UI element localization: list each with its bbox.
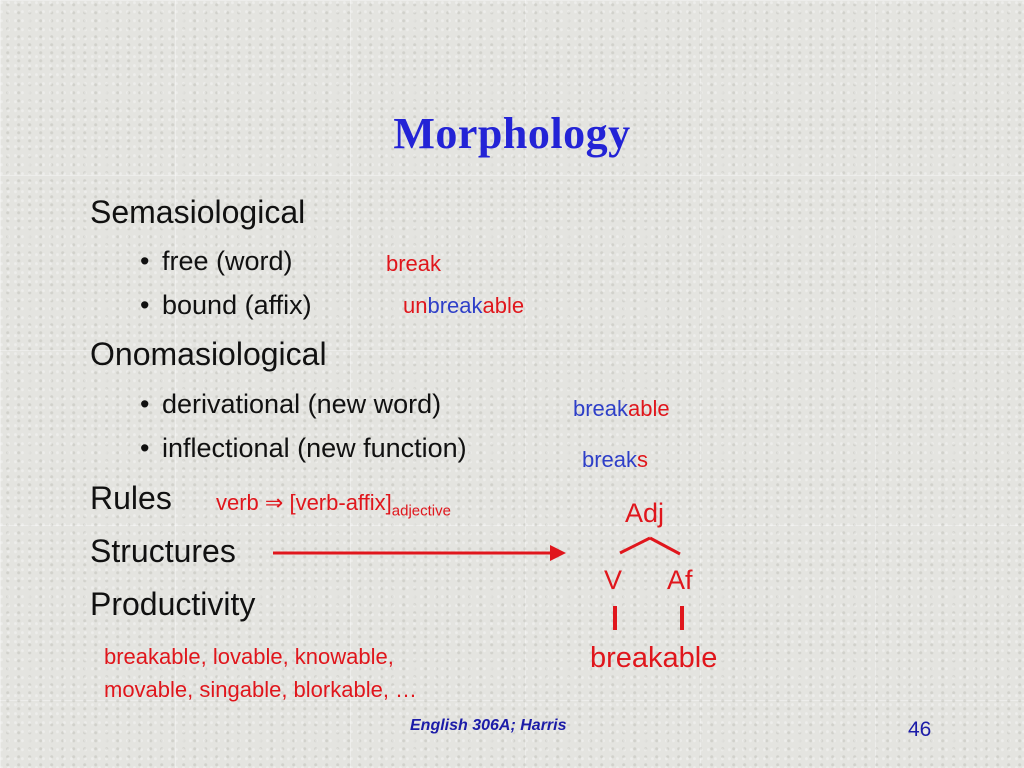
heading-onomasiological: Onomasiological — [90, 336, 327, 372]
slide-title: Morphology — [393, 109, 631, 158]
rule-text: verb ⇒ [verb-affix] — [216, 490, 392, 515]
example-unbreakable-prefix: un — [403, 293, 428, 318]
structures-arrow-head — [550, 545, 566, 561]
heading-productivity: Productivity — [90, 586, 256, 622]
tree-branch-left — [620, 538, 650, 553]
tree-node-v: V — [604, 565, 623, 595]
bullet-derivational-text: derivational (new word) — [162, 389, 442, 419]
bullet-marker: • — [140, 290, 150, 320]
example-unbreakable-suffix: able — [482, 293, 525, 318]
tree-word-breakable: breakable — [590, 642, 718, 674]
bullet-bound-text: bound (affix) — [162, 290, 312, 320]
footer-course: English 306A; Harris — [410, 717, 567, 734]
bullet-free-text: free (word) — [162, 246, 293, 276]
tree-root-adj: Adj — [625, 498, 665, 528]
productivity-examples-line2: movable, singable, blorkable, … — [104, 677, 418, 702]
bullet-marker: • — [140, 433, 150, 463]
example-break: break — [386, 251, 442, 276]
bullet-marker: • — [140, 246, 150, 276]
example-breaks-suffix: s — [637, 447, 649, 472]
heading-rules: Rules — [90, 480, 172, 516]
tree-node-af: Af — [667, 565, 693, 595]
example-breakable-stem: break — [573, 396, 629, 421]
bullet-marker: • — [140, 389, 150, 419]
page-number: 46 — [908, 718, 932, 741]
productivity-examples-line1: breakable, lovable, knowable, — [104, 644, 394, 669]
tree-branch-right — [650, 538, 680, 554]
heading-structures: Structures — [90, 533, 236, 569]
bullet-inflectional-text: inflectional (new function) — [162, 433, 467, 463]
example-unbreakable-stem: break — [427, 293, 483, 318]
rule-subscript: adjective — [391, 502, 451, 520]
heading-semasiological: Semasiological — [90, 194, 306, 230]
example-breaks-stem: break — [582, 447, 638, 472]
example-breakable-suffix: able — [628, 396, 670, 421]
